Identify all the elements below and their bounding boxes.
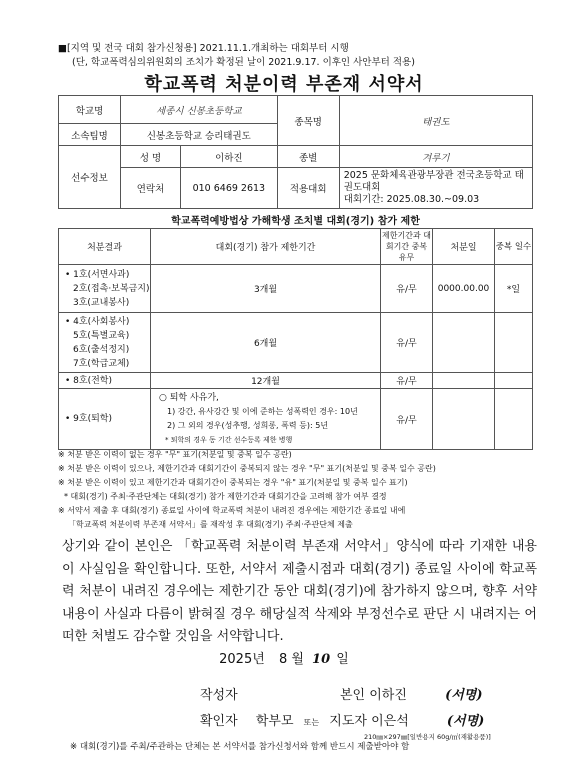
disposition-item: • 8호(전학)	[65, 375, 113, 386]
or-label: 또는	[303, 718, 320, 727]
row-2-dispositions	[59, 313, 151, 373]
pledge-text: 상기와 같이 본인은 「학교폭력 처분이력 부존재 서약서」양식에 따라 기재한 내용이 사실임을 확인합니다. 또한, 서약서 제출시점과 대회(경기) 종료일 사이에 학교폭력 처분이 내려진 경우에는 제한기간 동안 대회(경기)에 참가하지 않으며, 향후 서약내용이 사실과 다름이 밝혀질 경우 해당실적 삭제와 부정선수로 판단 시 내려지는 어떠한 처벌도 감수할 것임을 서약합니다.	[62, 539, 537, 644]
expulsion-case-2: 2) 그 외의 경우(성추행, 성희롱, 폭력 등): 5년	[167, 421, 329, 430]
row-4-period	[151, 389, 381, 450]
competition-period: 대회기간: 2025.08.30.~09.03	[343, 194, 480, 205]
disposition-item: • 1호(서면사과)	[65, 269, 130, 280]
event-label: 종목명	[277, 96, 339, 146]
team-value: 신봉초등학교 승리태권도	[121, 124, 278, 146]
date-day-suffix: 일	[336, 652, 349, 667]
row-3-days	[495, 373, 533, 389]
row-4-date	[433, 389, 495, 450]
confirm-signature-line	[200, 710, 484, 729]
team-label: 소속팀명	[59, 124, 121, 146]
event-value: 태권도	[339, 96, 532, 146]
expulsion-note: * 퇴학의 경우 동 기간 선수등록 제한 병행	[165, 436, 293, 444]
row-4-overlap: 유/무	[381, 389, 433, 450]
note-item: * 대회(경기) 주최·주관단체는 대회(경기) 참가 제한기간과 대회기간을 고려해 참가 여부 결정	[64, 492, 387, 501]
competition-value: 2025 문화체육관광부장관 전국초등학교 태권도대회	[343, 170, 524, 193]
note-item: ※ 처분 받은 이력이 없는 경우 "무" 표기(처분일 및 중복 일수 공란)	[58, 450, 292, 459]
header-restriction-period: 대회(경기) 참가 제한기간	[151, 229, 381, 265]
category-value: 겨루기	[339, 146, 532, 168]
document-title: 학교폭력 처분이력 부존재 서약서	[144, 74, 424, 95]
date-year: 2025년	[219, 652, 265, 667]
paper-spec: 210㎜×297㎜[일반용지 60g/㎡(재활용품)]	[364, 733, 491, 741]
note-item: ※ 처분 받은 이력이 있고 제한기간과 대회기간이 중복되는 경우 "유" 표기(처분일 및 중복 일수 표기)	[58, 478, 408, 487]
header-overlap-days: 중복 일수	[495, 229, 533, 265]
row-4-dispositions	[59, 389, 151, 450]
parent-label: 학부모	[255, 714, 294, 729]
contact-label: 연락처	[121, 168, 181, 209]
row-2-overlap: 유/무	[381, 313, 433, 373]
row-4-days	[495, 389, 533, 450]
category-label: 종별	[277, 146, 339, 168]
header-line-1: ■[지역 및 전국 대회 참가신청용] 2021.11.1.개최하는 대회부터 시행	[58, 43, 349, 54]
row-2-date	[433, 313, 495, 373]
competition-label: 적용대회	[277, 168, 339, 209]
footer-note: ※ 대회(경기)를 주최/주관하는 단체는 본 서약서를 참가신청서와 함께 반드시 제출받아야 함	[70, 742, 410, 752]
disposition-item: 7호(학급교체)	[73, 358, 130, 369]
self-signature: (서명)	[445, 688, 483, 703]
row-3-date	[433, 373, 495, 389]
restriction-table	[58, 228, 533, 450]
row-3-overlap: 유/무	[381, 373, 433, 389]
school-value: 세종시 신봉초등학교	[121, 96, 278, 124]
restriction-title: 학교폭력예방법상 가해학생 조치별 대회(경기) 참가 제한	[171, 216, 420, 227]
pledge-date	[0, 648, 568, 667]
row-2-days	[495, 313, 533, 373]
expulsion-case-1: 1) 강간, 유사강간 및 이에 준하는 성폭력인 경우: 10년	[167, 407, 358, 416]
disposition-item: • 4호(사회봉사)	[65, 316, 130, 327]
row-1-dispositions	[59, 265, 151, 313]
name-value: 이하진	[181, 146, 278, 168]
note-item: 「학교폭력 처분이력 부존재 서약서」를 재작성 후 대회(경기) 주최·주관단체 제출	[68, 520, 353, 529]
row-1-overlap: 유/무	[381, 265, 433, 313]
contact-value: 010 6469 2613	[181, 168, 278, 209]
guardian-signature: (서명)	[446, 714, 485, 729]
school-label: 학교명	[59, 96, 121, 124]
disposition-item: 6호(출석정지)	[73, 344, 130, 355]
self-label: 본인 이하진	[340, 688, 407, 703]
disposition-item: 3호(교내봉사)	[73, 297, 130, 308]
notes	[58, 448, 538, 532]
competition-cell	[339, 168, 532, 209]
note-item: ※ 처분 받은 이력이 있으나, 제한기간과 대회기간이 중복되지 않는 경우 "무" 표기(처분일 및 중복 일수 공란)	[58, 464, 436, 473]
row-3-dispositions	[59, 373, 151, 389]
disposition-item: 2호(접촉·보복금지)	[73, 283, 150, 294]
header-overlap: 제한기간과 대회기간 중복 유무	[381, 229, 433, 265]
date-month: 8 월	[278, 652, 304, 667]
row-1-days: *일	[495, 265, 533, 313]
date-day: 10	[312, 652, 331, 667]
header-disposition-date: 처분일	[433, 229, 495, 265]
player-info-label: 선수정보	[59, 146, 121, 209]
header-line-2: (단, 학교폭력심의위원회의 조치가 확정된 날이 2021.9.17. 이후인 사안부터 적용)	[72, 57, 415, 68]
row-3-period: 12개월	[151, 373, 381, 389]
confirm-label: 확인자	[200, 714, 238, 729]
name-label: 성 명	[121, 146, 181, 168]
writer-signature-line	[340, 684, 483, 703]
info-table	[58, 95, 533, 209]
header-disposition: 처분결과	[59, 229, 151, 265]
writer-label: 작성자	[200, 688, 238, 703]
note-item: ※ 서약서 제출 후 대회(경기) 종료일 사이에 학교폭력 처분이 내려진 경우에는 제한기간 종료일 내에	[58, 506, 406, 515]
expulsion-reason: ○ 퇴학 사유가,	[159, 393, 219, 403]
row-1-period: 3개월	[151, 265, 381, 313]
row-1-date: 0000.00.00	[433, 265, 495, 313]
disposition-item: 5호(특별교육)	[73, 330, 130, 341]
row-2-period: 6개월	[151, 313, 381, 373]
guardian-label: 지도자 이은석	[329, 714, 409, 729]
disposition-item: • 9호(퇴학)	[65, 414, 113, 424]
